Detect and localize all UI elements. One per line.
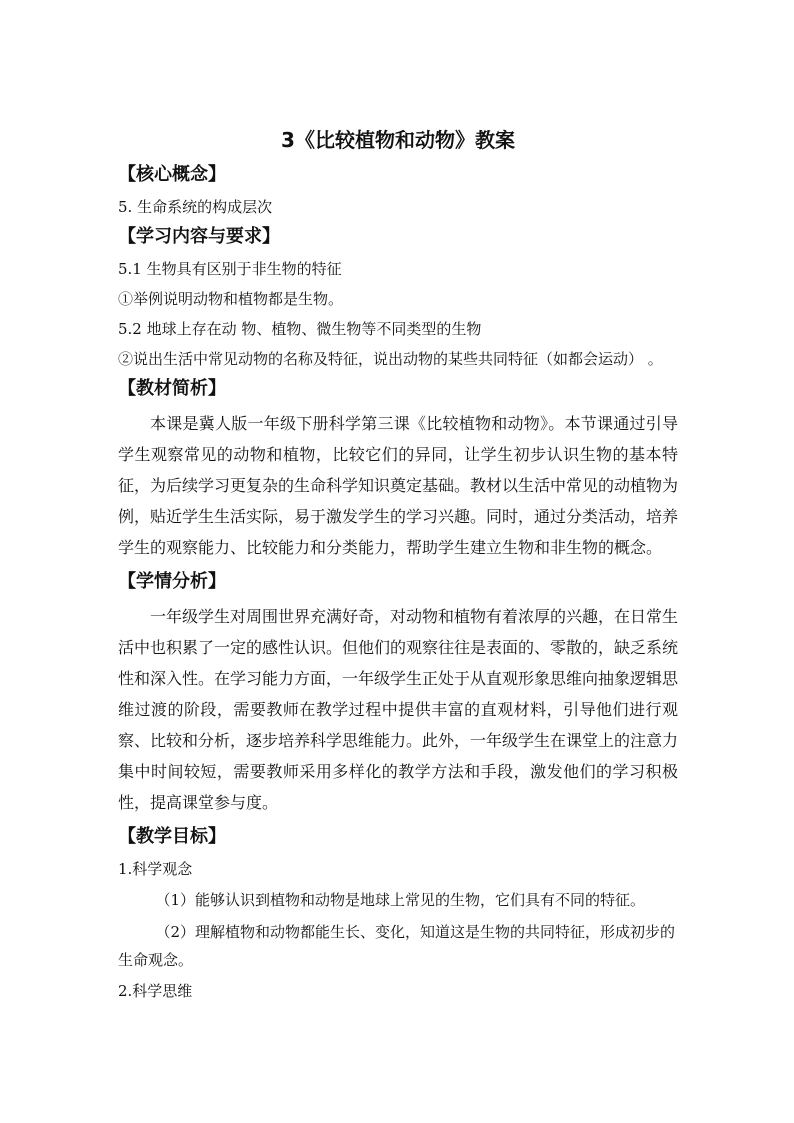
textbook-analysis-paragraph: 本课是冀人版一年级下册科学第三课《比较植物和动物》。本节课通过引导学生观察常见的动物和植物，比较它们的异同，让学生初步认识生物的基本特征，为后续学习更复杂的生命科学知识奠定基础。教材以生活中常见的动植物为例，贴近学生生活实际，易于激发学生的学习兴趣。同时，通过分类活动，培养学生的观察能力、比较能力和分类能力，帮助学生建立生物和非生物的概念。 bbox=[118, 414, 679, 557]
heading-learning-content: 【学习内容与要求】 bbox=[118, 226, 280, 247]
learning-content-line: ②说出生活中常见动物的名称及特征，说出动物的某些共同特征（如都会运动） 。 bbox=[118, 350, 663, 368]
goal-item-title: 1.科学观念 bbox=[118, 860, 193, 878]
goal-point: （2）理解植物和动物都能生长、变化，知道这是生物的共同特征，形成初步的生命观念。 bbox=[118, 923, 676, 969]
heading-core-concept: 【核心概念】 bbox=[118, 164, 226, 185]
learning-content-line: 5.1 生物具有区别于非生物的特征 bbox=[118, 260, 342, 278]
student-analysis-paragraph: 一年级学生对周围世界充满好奇，对动物和植物有着浓厚的兴趣，在日常生活中也积累了一定的感性认识。但他们的观察往往是表面的、零散的，缺乏系统性和深入性。在学习能力方面，一年级学生正处于从直观形象思维向抽象逻辑思维过渡的阶段，需要教师在教学过程中提供丰富的直观材料，引导他们进行观察、比较和分析，逐步培养科学思维能力。此外，一年级学生在课堂上的注意力集中时间较短，需要教师采用多样化的教学方法和手段，激发他们的学习积极性，提高课堂参与度。 bbox=[118, 607, 679, 812]
heading-textbook-analysis: 【教材简析】 bbox=[118, 378, 226, 399]
heading-teaching-goals: 【教学目标】 bbox=[118, 826, 226, 847]
goal-point: （1）能够认识到植物和动物是地球上常见的生物，它们具有不同的特征。 bbox=[155, 891, 646, 909]
heading-student-analysis: 【学情分析】 bbox=[118, 571, 226, 592]
learning-content-line: ①举例说明动物和植物都是生物。 bbox=[118, 290, 344, 308]
core-concept-line: 5. 生命系统的构成层次 bbox=[118, 198, 273, 216]
document-title: 3《比较植物和动物》教案 bbox=[281, 128, 515, 152]
goal-item-title: 2.科学思维 bbox=[118, 982, 193, 1000]
learning-content-line: 5.2 地球上存在动 物、植物、微生物等不同类型的生物 bbox=[118, 320, 482, 338]
document-body bbox=[118, 126, 678, 1008]
